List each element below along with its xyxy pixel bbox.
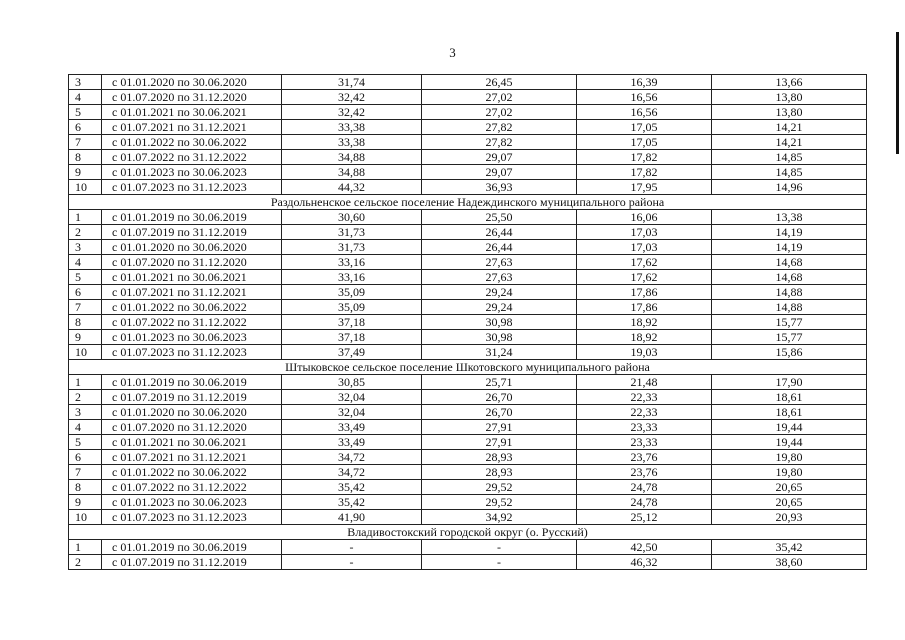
period-cell: с 01.01.2021 по 30.06.2021 <box>102 435 282 450</box>
tariff-table-body <box>69 75 867 570</box>
value-cell-1: 33,49 <box>282 420 422 435</box>
value-cell-1: 33,16 <box>282 270 422 285</box>
row-number: 1 <box>69 210 102 225</box>
value-cell-2: 29,07 <box>422 150 577 165</box>
value-cell-3: 16,06 <box>577 210 712 225</box>
period-cell: с 01.01.2020 по 30.06.2020 <box>102 240 282 255</box>
value-cell-1: 33,16 <box>282 255 422 270</box>
value-cell-2: - <box>422 555 577 570</box>
value-cell-4: 14,88 <box>712 285 867 300</box>
table-row <box>69 555 867 570</box>
value-cell-3: 17,86 <box>577 300 712 315</box>
row-number: 6 <box>69 285 102 300</box>
value-cell-2: 31,24 <box>422 345 577 360</box>
value-cell-2: 27,63 <box>422 255 577 270</box>
value-cell-1: 35,42 <box>282 480 422 495</box>
value-cell-3: 18,92 <box>577 330 712 345</box>
value-cell-1: 30,85 <box>282 375 422 390</box>
value-cell-3: 17,03 <box>577 225 712 240</box>
value-cell-3: 19,03 <box>577 345 712 360</box>
row-number: 2 <box>69 390 102 405</box>
period-cell: с 01.07.2023 по 31.12.2023 <box>102 345 282 360</box>
value-cell-4: 18,61 <box>712 405 867 420</box>
value-cell-3: 42,50 <box>577 540 712 555</box>
value-cell-3: 17,62 <box>577 270 712 285</box>
period-cell: с 01.07.2020 по 31.12.2020 <box>102 420 282 435</box>
period-cell: с 01.01.2020 по 30.06.2020 <box>102 75 282 90</box>
value-cell-1: 37,49 <box>282 345 422 360</box>
value-cell-4: 14,19 <box>712 225 867 240</box>
section-title: Раздольненское сельское поселение Надеждинского муниципального района <box>69 195 867 210</box>
section-header-row <box>69 195 867 210</box>
value-cell-4: 35,42 <box>712 540 867 555</box>
value-cell-2: 26,70 <box>422 390 577 405</box>
value-cell-2: - <box>422 540 577 555</box>
value-cell-2: 29,24 <box>422 285 577 300</box>
value-cell-1: 33,49 <box>282 435 422 450</box>
table-row <box>69 390 867 405</box>
period-cell: с 01.07.2021 по 31.12.2021 <box>102 450 282 465</box>
value-cell-1: 37,18 <box>282 315 422 330</box>
value-cell-3: 22,33 <box>577 405 712 420</box>
row-number: 3 <box>69 405 102 420</box>
value-cell-4: 14,88 <box>712 300 867 315</box>
period-cell: с 01.01.2020 по 30.06.2020 <box>102 405 282 420</box>
value-cell-1: 31,73 <box>282 240 422 255</box>
section-title: Владивостокский городской округ (о. Русский) <box>69 525 867 540</box>
period-cell: с 01.01.2022 по 30.06.2022 <box>102 135 282 150</box>
tariff-table <box>68 74 867 570</box>
section-title: Штыковское сельское поселение Шкотовского муниципального района <box>69 360 867 375</box>
table-row <box>69 180 867 195</box>
value-cell-4: 13,66 <box>712 75 867 90</box>
scan-edge-mark <box>896 32 899 154</box>
value-cell-3: 17,62 <box>577 255 712 270</box>
value-cell-4: 19,44 <box>712 420 867 435</box>
row-number: 10 <box>69 345 102 360</box>
value-cell-4: 20,93 <box>712 510 867 525</box>
value-cell-3: 16,56 <box>577 90 712 105</box>
value-cell-4: 14,68 <box>712 270 867 285</box>
value-cell-4: 19,80 <box>712 450 867 465</box>
value-cell-1: 32,04 <box>282 390 422 405</box>
value-cell-4: 15,77 <box>712 330 867 345</box>
value-cell-1: 32,04 <box>282 405 422 420</box>
value-cell-2: 28,93 <box>422 450 577 465</box>
row-number: 1 <box>69 540 102 555</box>
value-cell-1: 35,09 <box>282 285 422 300</box>
row-number: 5 <box>69 435 102 450</box>
value-cell-4: 20,65 <box>712 480 867 495</box>
value-cell-3: 21,48 <box>577 375 712 390</box>
table-row <box>69 405 867 420</box>
period-cell: с 01.01.2023 по 30.06.2023 <box>102 495 282 510</box>
value-cell-1: 31,73 <box>282 225 422 240</box>
value-cell-1: 32,42 <box>282 105 422 120</box>
value-cell-4: 14,96 <box>712 180 867 195</box>
row-number: 3 <box>69 240 102 255</box>
value-cell-2: 34,92 <box>422 510 577 525</box>
table-row <box>69 165 867 180</box>
table-row <box>69 285 867 300</box>
value-cell-2: 26,44 <box>422 225 577 240</box>
period-cell: с 01.07.2023 по 31.12.2023 <box>102 510 282 525</box>
value-cell-1: 31,74 <box>282 75 422 90</box>
value-cell-2: 27,82 <box>422 135 577 150</box>
period-cell: с 01.07.2022 по 31.12.2022 <box>102 480 282 495</box>
row-number: 6 <box>69 450 102 465</box>
value-cell-3: 24,78 <box>577 480 712 495</box>
value-cell-3: 24,78 <box>577 495 712 510</box>
row-number: 9 <box>69 330 102 345</box>
value-cell-2: 28,93 <box>422 465 577 480</box>
row-number: 7 <box>69 300 102 315</box>
period-cell: с 01.01.2021 по 30.06.2021 <box>102 270 282 285</box>
value-cell-1: 41,90 <box>282 510 422 525</box>
row-number: 10 <box>69 180 102 195</box>
row-number: 2 <box>69 555 102 570</box>
value-cell-2: 27,91 <box>422 420 577 435</box>
value-cell-2: 27,02 <box>422 105 577 120</box>
period-cell: с 01.07.2019 по 31.12.2019 <box>102 225 282 240</box>
value-cell-3: 17,03 <box>577 240 712 255</box>
value-cell-2: 27,91 <box>422 435 577 450</box>
value-cell-1: - <box>282 555 422 570</box>
row-number: 5 <box>69 270 102 285</box>
value-cell-4: 17,90 <box>712 375 867 390</box>
table-row <box>69 270 867 285</box>
period-cell: с 01.01.2019 по 30.06.2019 <box>102 540 282 555</box>
value-cell-1: 37,18 <box>282 330 422 345</box>
row-number: 4 <box>69 420 102 435</box>
row-number: 9 <box>69 495 102 510</box>
value-cell-3: 23,33 <box>577 420 712 435</box>
value-cell-2: 27,82 <box>422 120 577 135</box>
value-cell-2: 30,98 <box>422 330 577 345</box>
row-number: 7 <box>69 465 102 480</box>
table-row <box>69 345 867 360</box>
value-cell-4: 14,68 <box>712 255 867 270</box>
value-cell-4: 38,60 <box>712 555 867 570</box>
row-number: 10 <box>69 510 102 525</box>
value-cell-4: 18,61 <box>712 390 867 405</box>
period-cell: с 01.01.2019 по 30.06.2019 <box>102 210 282 225</box>
period-cell: с 01.07.2022 по 31.12.2022 <box>102 315 282 330</box>
value-cell-3: 16,56 <box>577 105 712 120</box>
value-cell-4: 13,80 <box>712 105 867 120</box>
period-cell: с 01.01.2022 по 30.06.2022 <box>102 300 282 315</box>
table-row <box>69 495 867 510</box>
row-number: 7 <box>69 135 102 150</box>
value-cell-4: 19,80 <box>712 465 867 480</box>
value-cell-3: 46,32 <box>577 555 712 570</box>
row-number: 4 <box>69 255 102 270</box>
value-cell-2: 27,63 <box>422 270 577 285</box>
table-row <box>69 150 867 165</box>
row-number: 4 <box>69 90 102 105</box>
value-cell-4: 13,80 <box>712 90 867 105</box>
value-cell-1: 35,42 <box>282 495 422 510</box>
value-cell-3: 18,92 <box>577 315 712 330</box>
value-cell-4: 19,44 <box>712 435 867 450</box>
table-row <box>69 540 867 555</box>
value-cell-4: 14,85 <box>712 150 867 165</box>
value-cell-1: 44,32 <box>282 180 422 195</box>
value-cell-3: 23,76 <box>577 465 712 480</box>
period-cell: с 01.07.2021 по 31.12.2021 <box>102 285 282 300</box>
value-cell-3: 17,95 <box>577 180 712 195</box>
period-cell: с 01.01.2023 по 30.06.2023 <box>102 165 282 180</box>
table-row <box>69 210 867 225</box>
value-cell-3: 16,39 <box>577 75 712 90</box>
value-cell-2: 29,52 <box>422 495 577 510</box>
value-cell-4: 14,19 <box>712 240 867 255</box>
value-cell-1: 34,72 <box>282 450 422 465</box>
table-row <box>69 510 867 525</box>
period-cell: с 01.07.2020 по 31.12.2020 <box>102 255 282 270</box>
row-number: 8 <box>69 315 102 330</box>
row-number: 6 <box>69 120 102 135</box>
value-cell-2: 25,71 <box>422 375 577 390</box>
value-cell-1: 32,42 <box>282 90 422 105</box>
value-cell-4: 15,86 <box>712 345 867 360</box>
value-cell-4: 20,65 <box>712 495 867 510</box>
period-cell: с 01.07.2019 по 31.12.2019 <box>102 555 282 570</box>
period-cell: с 01.01.2022 по 30.06.2022 <box>102 465 282 480</box>
value-cell-3: 23,33 <box>577 435 712 450</box>
value-cell-1: 34,72 <box>282 465 422 480</box>
value-cell-2: 27,02 <box>422 90 577 105</box>
value-cell-1: - <box>282 540 422 555</box>
table-row <box>69 375 867 390</box>
table-row <box>69 435 867 450</box>
period-cell: с 01.07.2019 по 31.12.2019 <box>102 390 282 405</box>
row-number: 8 <box>69 150 102 165</box>
value-cell-1: 35,09 <box>282 300 422 315</box>
table-row <box>69 450 867 465</box>
value-cell-1: 30,60 <box>282 210 422 225</box>
value-cell-1: 33,38 <box>282 135 422 150</box>
value-cell-2: 29,07 <box>422 165 577 180</box>
period-cell: с 01.01.2021 по 30.06.2021 <box>102 105 282 120</box>
value-cell-3: 17,05 <box>577 120 712 135</box>
period-cell: с 01.07.2020 по 31.12.2020 <box>102 90 282 105</box>
value-cell-3: 17,05 <box>577 135 712 150</box>
value-cell-1: 34,88 <box>282 150 422 165</box>
table-row <box>69 465 867 480</box>
row-number: 2 <box>69 225 102 240</box>
section-header-row <box>69 360 867 375</box>
period-cell: с 01.01.2019 по 30.06.2019 <box>102 375 282 390</box>
table-row <box>69 315 867 330</box>
row-number: 8 <box>69 480 102 495</box>
period-cell: с 01.01.2023 по 30.06.2023 <box>102 330 282 345</box>
value-cell-2: 26,70 <box>422 405 577 420</box>
value-cell-2: 26,45 <box>422 75 577 90</box>
table-row <box>69 75 867 90</box>
table-row <box>69 135 867 150</box>
value-cell-3: 17,82 <box>577 150 712 165</box>
table-row <box>69 240 867 255</box>
table-row <box>69 300 867 315</box>
table-row <box>69 105 867 120</box>
value-cell-2: 25,50 <box>422 210 577 225</box>
table-row <box>69 255 867 270</box>
value-cell-2: 29,52 <box>422 480 577 495</box>
value-cell-2: 26,44 <box>422 240 577 255</box>
row-number: 5 <box>69 105 102 120</box>
table-row <box>69 225 867 240</box>
value-cell-4: 15,77 <box>712 315 867 330</box>
value-cell-4: 14,21 <box>712 120 867 135</box>
row-number: 9 <box>69 165 102 180</box>
value-cell-3: 17,86 <box>577 285 712 300</box>
value-cell-2: 36,93 <box>422 180 577 195</box>
table-row <box>69 480 867 495</box>
value-cell-4: 14,21 <box>712 135 867 150</box>
value-cell-4: 14,85 <box>712 165 867 180</box>
period-cell: с 01.07.2022 по 31.12.2022 <box>102 150 282 165</box>
period-cell: с 01.07.2023 по 31.12.2023 <box>102 180 282 195</box>
table-row <box>69 90 867 105</box>
row-number: 3 <box>69 75 102 90</box>
value-cell-3: 22,33 <box>577 390 712 405</box>
value-cell-3: 25,12 <box>577 510 712 525</box>
section-header-row <box>69 525 867 540</box>
table-row <box>69 330 867 345</box>
value-cell-3: 17,82 <box>577 165 712 180</box>
table-row <box>69 120 867 135</box>
page-number: 3 <box>449 45 456 60</box>
value-cell-2: 29,24 <box>422 300 577 315</box>
value-cell-2: 30,98 <box>422 315 577 330</box>
value-cell-1: 33,38 <box>282 120 422 135</box>
value-cell-3: 23,76 <box>577 450 712 465</box>
row-number: 1 <box>69 375 102 390</box>
table-row <box>69 420 867 435</box>
value-cell-1: 34,88 <box>282 165 422 180</box>
period-cell: с 01.07.2021 по 31.12.2021 <box>102 120 282 135</box>
value-cell-4: 13,38 <box>712 210 867 225</box>
